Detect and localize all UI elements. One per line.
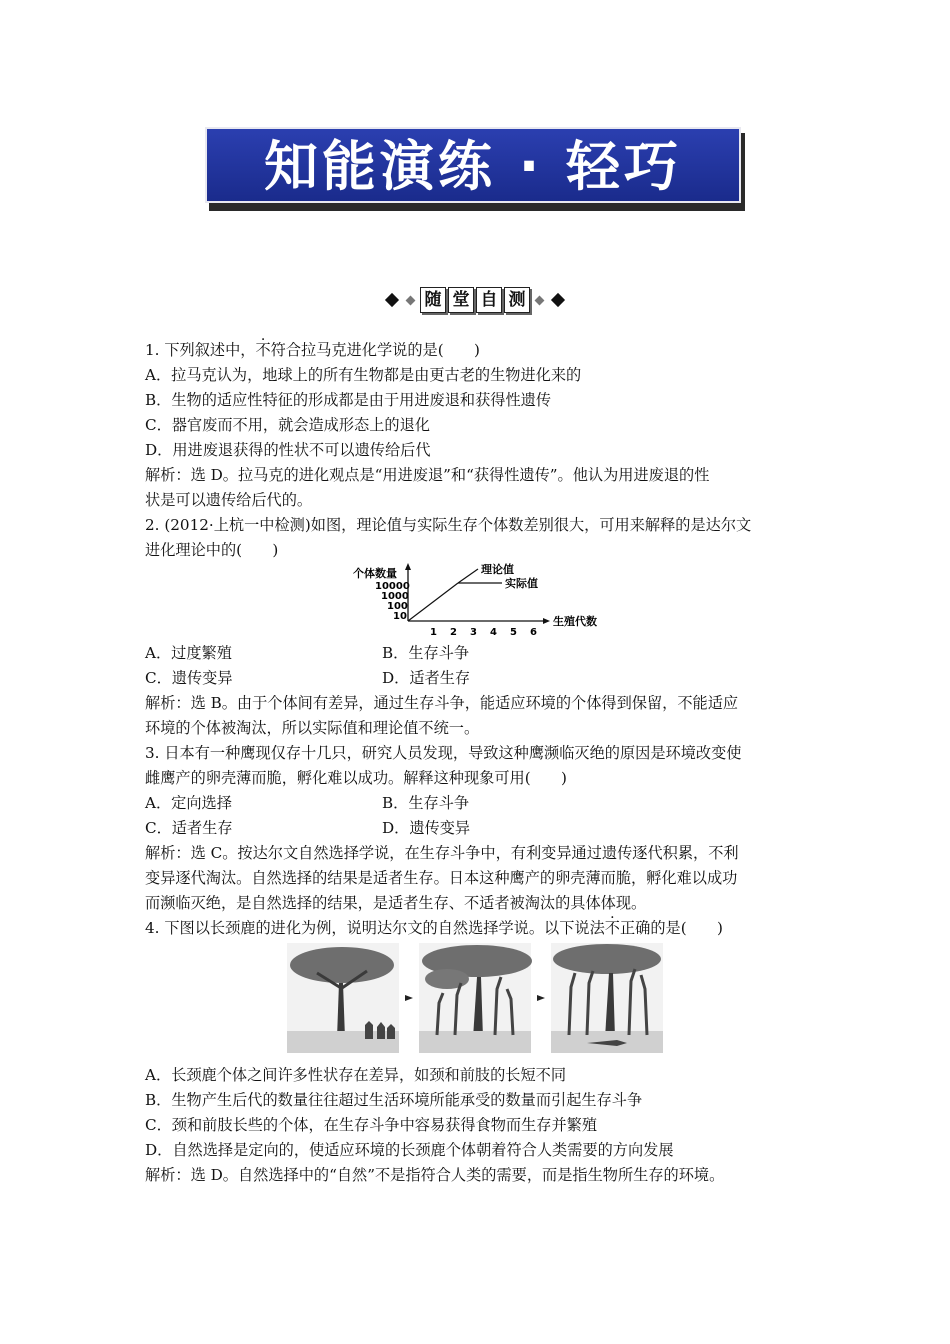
q4-option-c: C．颈和前肢长些的个体，在生存斗争中容易获得食物而生存并繁殖	[145, 1116, 598, 1134]
theory-label: 理论值	[481, 563, 514, 576]
section-char: 测	[504, 287, 530, 313]
q4-analysis-line: 解析：选 D。自然选择中的“自然”不是指符合人类的需要，而是指生物所生存的环境。	[145, 1166, 725, 1184]
arrow-icon	[537, 995, 545, 1001]
q2-option-b: B．生存斗争	[382, 644, 470, 662]
xtick-label: 3	[470, 627, 477, 638]
q3-stem-line: 雌鹰产的卵壳薄而脆，孵化难以成功。解释这种现象可用( )	[145, 769, 567, 787]
giraffe-panel-2	[419, 943, 532, 1053]
q3-analysis-line: 变异逐代淘汰。自然选择的结果是适者生存。日本这种鹰产的卵壳薄而脆，孵化难以成功	[145, 869, 738, 887]
emphasis-dot-char: 不	[255, 341, 271, 359]
question-list	[145, 338, 805, 1188]
diamond-icon	[535, 295, 545, 305]
q3-options-row	[145, 791, 805, 816]
xtick-label: 2	[450, 627, 457, 638]
actual-label: 实际值	[505, 577, 538, 590]
q4-option-a: A．长颈鹿个体之间许多性状存在差异，如颈和前肢的长短不同	[145, 1066, 567, 1084]
q1-option-a: A．拉马克认为，地球上的所有生物都是由更古老的生物进化来的	[145, 366, 582, 384]
theory-line	[458, 569, 478, 583]
q2-option-a: A．过度繁殖	[145, 644, 232, 662]
arrow-icon	[405, 995, 413, 1001]
chart-ylabel: 个体数量	[353, 567, 397, 580]
q2-analysis-line: 环境的个体被淘汰，所以实际值和理论值不统一。	[145, 719, 480, 737]
q3-analysis-line: 而濒临灭绝，是自然选择的结果，是适者生存、不适者被淘汰的具体体现。	[145, 894, 647, 912]
giraffe-panel-3	[551, 943, 663, 1053]
banner-title: 知能演练 · 轻巧	[263, 135, 683, 198]
diamond-icon	[385, 293, 399, 307]
section-header	[370, 285, 580, 315]
xtick-label: 5	[510, 627, 517, 638]
xtick-label: 4	[490, 627, 497, 638]
ytick-label: 1000	[381, 591, 409, 602]
q4-stem: 4. 下图以长颈鹿的进化为例，说明达尔文的自然选择学说。以下说法不正确的是( )	[145, 919, 723, 937]
q3-option-d: D．遗传变异	[382, 819, 471, 837]
xtick-label: 1	[430, 627, 437, 638]
q3-stem-line: 3. 日本有一种鹰现仅存十几只，研究人员发现，导致这种鹰濒临灭绝的原因是环境改变使	[145, 744, 742, 762]
emphasis-dot-char: 不	[604, 919, 620, 937]
population-chart	[145, 563, 805, 639]
x-axis-arrow	[543, 618, 550, 624]
giraffe-panel-1	[287, 943, 399, 1053]
q4-option-d: D．自然选择是定向的，使适应环境的长颈鹿个体朝着符合人类需要的方向发展	[145, 1141, 674, 1159]
q2-option-c: C．遗传变异	[145, 669, 233, 687]
title-banner	[205, 127, 745, 211]
section-char: 堂	[448, 287, 474, 313]
q1-option-c: C．器官废而不用，就会造成形态上的退化	[145, 416, 430, 434]
ytick-label: 10000	[375, 581, 410, 592]
q2-options-row	[145, 641, 805, 666]
y-axis-arrow	[405, 563, 411, 570]
q2-stem-line: 进化理论中的( )	[145, 541, 279, 559]
actual-line	[408, 583, 458, 621]
q2-stem-line: 2. (2012·上杭一中检测)如图，理论值与实际生存个体数差别很大，可用来解释的是达尔文	[145, 516, 752, 534]
q1-analysis-line: 解析：选 D。拉马克的进化观点是“用进废退”和“获得性遗传”。他认为用进废退的性	[145, 466, 710, 484]
q2-analysis-line: 解析：选 B。由于个体间有差异，通过生存斗争，能适应环境的个体得到保留，不能适应	[145, 694, 739, 712]
giraffe-evolution-illustration	[145, 941, 805, 1063]
ytick-label: 10	[393, 611, 407, 622]
q2-option-d: D．适者生存	[382, 669, 471, 687]
q3-option-c: C．适者生存	[145, 819, 233, 837]
q1-option-b: B．生物的适应性特征的形成都是由于用进废退和获得性遗传	[145, 391, 552, 409]
diamond-icon	[551, 293, 565, 307]
ytick-label: 100	[387, 601, 408, 612]
q1-option-d: D．用进废退获得的性状不可以遗传给后代	[145, 441, 431, 459]
chart-xlabel: 生殖代数	[553, 615, 597, 628]
q3-option-b: B．生存斗争	[382, 794, 470, 812]
q3-option-a: A．定向选择	[145, 794, 232, 812]
section-char: 自	[476, 287, 502, 313]
q1-analysis-line: 状是可以遗传给后代的。	[145, 491, 313, 509]
q2-options-row	[145, 666, 805, 691]
q1-stem: 1. 下列叙述中，不符合拉马克进化学说的是( )	[145, 341, 480, 359]
q3-options-row	[145, 816, 805, 841]
q3-analysis-line: 解析：选 C。按达尔文自然选择学说，在生存斗争中，有利变异通过遗传逐代积累，不利	[145, 844, 739, 862]
section-char: 随	[420, 287, 446, 313]
banner-face	[205, 127, 741, 203]
xtick-label: 6	[530, 627, 537, 638]
diamond-icon	[406, 295, 416, 305]
q4-option-b: B．生物产生后代的数量往往超过生活环境所能承受的数量而引起生存斗争	[145, 1091, 643, 1109]
